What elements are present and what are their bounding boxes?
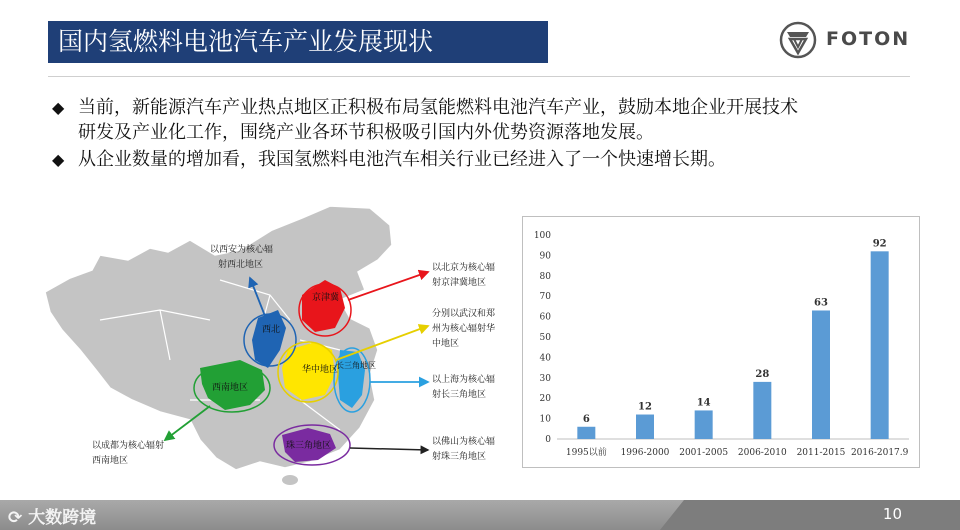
note-xian-line1: 以西安为核心辐 <box>210 245 274 255</box>
foton-logo <box>778 20 938 60</box>
watermark-icon: ⟳ <box>8 508 23 528</box>
bar <box>753 382 771 439</box>
logo-text: FOTON <box>826 28 911 50</box>
bar-value-label: 12 <box>638 401 652 413</box>
y-tick-label: 100 <box>533 231 551 241</box>
bullet-list <box>52 95 942 174</box>
x-tick-label: 2006-2010 <box>737 448 787 458</box>
bar <box>577 427 595 439</box>
arrow-zhusanjiao <box>350 448 428 450</box>
bar <box>812 310 830 439</box>
label-jingjin: 京津冀 <box>312 293 340 303</box>
label-xibei: 西北 <box>262 325 281 335</box>
note-chengdu-line2: 西南地区 <box>92 456 129 466</box>
label-xinan: 西南地区 <box>212 383 249 393</box>
page-number: 10 <box>882 505 902 523</box>
x-tick-label: 2016-2017.9 <box>850 448 909 458</box>
y-tick-label: 40 <box>539 353 551 364</box>
china-region-map <box>40 200 510 490</box>
label-changsanjiao: 长三角地区 <box>336 361 376 370</box>
note-shanghai-line1: 以上海为核心辐 <box>432 375 496 385</box>
y-tick-label: 30 <box>539 373 551 384</box>
bullet-text-line: 研发及产业化工作，围绕产业各环节积极吸引国内外优势资源落地发展。 <box>78 122 654 143</box>
bar-value-label: 92 <box>872 238 887 250</box>
bullet-item <box>52 147 942 172</box>
x-tick-label: 1996-2000 <box>620 448 670 458</box>
enterprise-count-chart <box>522 216 920 468</box>
hainan-island <box>282 475 298 485</box>
diamond-bullet-icon: ◆ <box>52 98 65 117</box>
bar <box>695 410 713 439</box>
bullet-item <box>52 95 942 145</box>
diamond-bullet-icon: ◆ <box>52 150 65 169</box>
foton-emblem-icon <box>778 20 822 60</box>
label-zhusanjiao: 珠三角地区 <box>286 441 332 451</box>
watermark-logo <box>8 503 96 528</box>
bar-value-label: 63 <box>814 297 828 309</box>
y-tick-label: 20 <box>539 394 551 405</box>
bar-value-label: 6 <box>582 413 590 425</box>
note-wuhan-line2: 州为核心辐射华 <box>432 324 496 334</box>
y-tick-label: 80 <box>539 271 551 282</box>
note-chengdu-line1: 以成都为核心辐射 <box>92 441 165 451</box>
watermark-text: 大数跨境 <box>28 508 97 528</box>
y-tick-label: 0 <box>545 435 551 445</box>
footer-accent <box>660 500 960 530</box>
y-tick-label: 60 <box>539 312 551 323</box>
x-tick-label: 2001-2005 <box>679 448 729 458</box>
label-huazhong: 华中地区 <box>302 365 339 375</box>
y-tick-label: 90 <box>539 251 551 262</box>
note-shanghai-line2: 射长三角地区 <box>432 390 487 400</box>
y-tick-label: 10 <box>539 414 551 425</box>
bar <box>636 415 654 439</box>
page-title: 国内氢燃料电池汽车产业发展现状 <box>48 21 548 63</box>
note-beijing-line2: 射京津冀地区 <box>432 278 487 288</box>
bar-chart-svg <box>523 217 919 467</box>
note-foshan-line2: 射珠三角地区 <box>432 452 487 462</box>
note-wuhan-line3: 中地区 <box>432 339 460 349</box>
bullet-text-line: 当前，新能源汽车产业热点地区正积极布局氢能燃料电池汽车产业，鼓励本地企业开展技术 <box>78 97 798 118</box>
y-tick-label: 70 <box>539 292 551 303</box>
note-xian-line2: 射西北地区 <box>218 260 264 270</box>
header-divider <box>48 76 910 77</box>
bar-value-label: 14 <box>696 397 711 409</box>
bar-value-label: 28 <box>755 368 770 380</box>
bullet-text-line: 从企业数量的增加看，我国氢燃料电池汽车相关行业已经进入了一个快速增长期。 <box>78 149 726 170</box>
y-tick-label: 50 <box>539 333 551 343</box>
note-wuhan-line1: 分别以武汉和郑 <box>432 309 496 319</box>
bar <box>871 251 889 439</box>
note-beijing-line1: 以北京为核心辐 <box>432 263 496 273</box>
x-tick-label: 2011-2015 <box>796 448 846 458</box>
note-foshan-line1: 以佛山为核心辐 <box>432 437 496 447</box>
x-tick-label: 1995以前 <box>565 448 607 458</box>
